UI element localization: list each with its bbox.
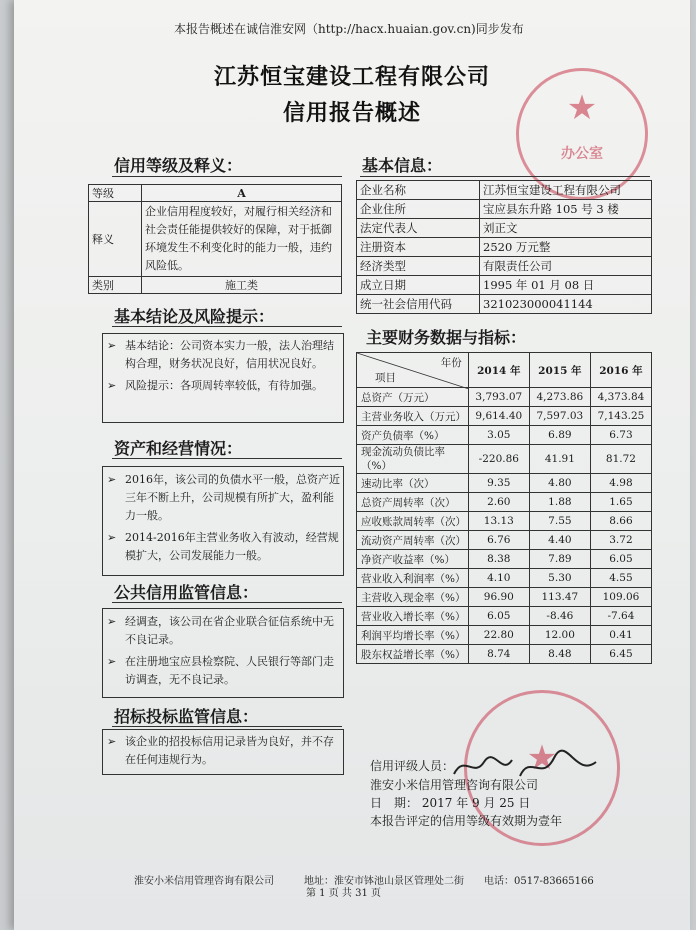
conclusion-text: 风险提示：各项周转率较低，有待加强。 (125, 379, 323, 392)
conclusion-box (102, 333, 344, 423)
financial-header-row (357, 353, 652, 388)
public-credit-item (103, 653, 343, 689)
operations-item (103, 471, 343, 525)
financial-value: 6.05 (468, 607, 529, 626)
financial-row (357, 407, 652, 426)
basic-info-key: 企业住所 (357, 200, 480, 219)
bidding-item (103, 733, 343, 769)
operations-box (102, 466, 344, 576)
financial-value: 3.05 (468, 426, 529, 445)
financial-value: 8.74 (468, 645, 529, 664)
footer-address: 地址：淮安市钵池山景区管理处二街 (304, 876, 464, 887)
rater-label: 信用评级人员： (370, 759, 455, 773)
financial-value: 4.98 (590, 474, 651, 493)
financial-row (357, 512, 652, 531)
financial-value: 4.40 (529, 531, 590, 550)
basic-info-row (357, 257, 652, 276)
header-item-label: 项目 (375, 372, 396, 384)
financial-metric-name: 资产负债率（%） (357, 426, 469, 445)
financial-value: 12.00 (529, 626, 590, 645)
basic-info-value: 2520 万元整 (480, 238, 652, 257)
basic-info-value: 江苏恒宝建设工程有限公司 (480, 181, 652, 200)
basic-info-value: 321023000041144 (480, 295, 652, 314)
arrow-bullet-icon: ➢ (107, 655, 117, 668)
financial-value: 4,273.86 (529, 388, 590, 407)
financial-value: 9,614.40 (468, 407, 529, 426)
financial-metric-name: 现金流动负债比率（%） (357, 445, 469, 474)
financial-row (357, 426, 652, 445)
financial-value: -7.64 (590, 607, 651, 626)
conclusion-text: 基本结论：公司资本实力一般，法人治理结构合理，财务状况良好，信用状况良好。 (125, 339, 334, 370)
financial-row (357, 388, 652, 407)
financial-value: 113.47 (529, 588, 590, 607)
meaning-row (89, 202, 342, 277)
arrow-bullet-icon: ➢ (107, 615, 117, 628)
year-header: 2016 年 (590, 353, 651, 388)
stamp-star-icon: ★ (526, 738, 558, 778)
financial-metric-name: 总资产周转率（次） (357, 493, 469, 512)
basic-info-row (357, 200, 652, 219)
financial-row (357, 493, 652, 512)
bidding-box (102, 729, 344, 775)
financial-value: 96.90 (468, 588, 529, 607)
financial-value: 81.72 (590, 445, 651, 474)
credit-grade-heading: 信用等级及释义： (114, 156, 243, 175)
meaning-text: 企业信用程度较好，对履行相关经济和社会责任能提供较好的保障，对于抵御环境发生不利变化时的能力一般，违约风险低。 (142, 202, 342, 277)
financial-value: 6.89 (529, 426, 590, 445)
financial-metric-name: 净资产收益率（%） (357, 550, 469, 569)
financial-value: 7,143.25 (590, 407, 651, 426)
category-label: 类别 (89, 277, 142, 294)
financial-value: 8.66 (590, 512, 651, 531)
financial-corner-cell (357, 353, 469, 388)
report-page (14, 0, 690, 930)
financial-value: 3.72 (590, 531, 651, 550)
conclusion-item (103, 337, 343, 373)
financial-value: 7.89 (529, 550, 590, 569)
date-label: 日 期： (370, 796, 419, 810)
footer-company: 淮安小米信用管理咨询有限公司 (134, 876, 274, 887)
financial-value: 1.88 (529, 493, 590, 512)
financial-row (357, 645, 652, 664)
financial-metric-name: 股东权益增长率（%） (357, 645, 469, 664)
report-title: 信用报告概述 (282, 100, 421, 126)
financial-value: -8.46 (529, 607, 590, 626)
divider (112, 176, 342, 177)
financial-row (357, 550, 652, 569)
financial-metric-name: 营业收入利润率（%） (357, 569, 469, 588)
financial-value: 6.45 (590, 645, 651, 664)
financial-value: 8.48 (529, 645, 590, 664)
financial-value: 22.80 (468, 626, 529, 645)
financial-metric-name: 应收账款周转率（次） (357, 512, 469, 531)
date-line (370, 794, 530, 811)
financial-value: 4.10 (468, 569, 529, 588)
grade-label: 等级 (89, 185, 142, 202)
divider (112, 326, 342, 327)
public-credit-text: 经调查，该公司在省企业联合征信系统中无不良记录。 (125, 615, 334, 646)
financial-row (357, 626, 652, 645)
grade-value: A (142, 185, 342, 202)
financial-value: -220.86 (468, 445, 529, 474)
basic-info-value: 宝应县东升路 105 号 3 楼 (480, 200, 652, 219)
financial-metric-name: 利润平均增长率（%） (357, 626, 469, 645)
footer-page: 第 1 页 共 31 页 (306, 888, 381, 899)
financial-row (357, 531, 652, 550)
basic-info-value: 刘正文 (480, 219, 652, 238)
divider (112, 602, 342, 603)
validity-note: 本报告评定的信用等级有效期为壹年 (370, 814, 563, 828)
financial-metric-name: 主营业务收入（万元） (357, 407, 469, 426)
public-credit-heading: 公共信用监管信息： (114, 583, 259, 602)
date-value: 2017 年 9 月 25 日 (421, 796, 531, 810)
grade-row (89, 185, 342, 202)
financial-metric-name: 总资产（万元） (357, 388, 469, 407)
public-credit-text: 在注册地宝应县检察院、人民银行等部门走访调查，无不良记录。 (125, 655, 334, 686)
financial-value: 6.76 (468, 531, 529, 550)
financial-value: 6.05 (590, 550, 651, 569)
agency-name: 淮安小米信用管理咨询有限公司 (370, 778, 539, 792)
category-value: 施工类 (142, 277, 342, 294)
basic-info-key: 经济类型 (357, 257, 480, 276)
arrow-bullet-icon: ➢ (107, 379, 117, 392)
operations-item (103, 529, 343, 565)
public-credit-item (103, 613, 343, 649)
financial-value: 3,793.07 (468, 388, 529, 407)
financial-value: 13.13 (468, 512, 529, 531)
stamp-center-text: 办公室 (561, 146, 603, 162)
basic-info-value: 有限责任公司 (480, 257, 652, 276)
bidding-heading: 招标投标监管信息： (114, 707, 259, 726)
category-row (89, 277, 342, 294)
financial-value: 109.06 (590, 588, 651, 607)
financial-row (357, 445, 652, 474)
basic-info-row (357, 238, 652, 257)
publish-note: 本报告概述在诚信淮安网（http://hacx.huaian.gov.cn)同步发布 (174, 22, 524, 36)
conclusion-heading: 基本结论及风险提示： (114, 307, 275, 326)
financial-table (356, 352, 652, 664)
financial-row (357, 588, 652, 607)
basic-info-value: 1995 年 01 月 08 日 (480, 276, 652, 295)
arrow-bullet-icon: ➢ (107, 531, 117, 544)
basic-info-row (357, 295, 652, 314)
conclusion-item (103, 377, 343, 395)
financial-metric-name: 营业收入增长率（%） (357, 607, 469, 626)
basic-info-key: 企业名称 (357, 181, 480, 200)
year-header: 2014 年 (468, 353, 529, 388)
basic-info-key: 成立日期 (357, 276, 480, 295)
financial-value: 7.55 (529, 512, 590, 531)
basic-info-key: 法定代表人 (357, 219, 480, 238)
public-credit-box (102, 608, 344, 698)
basic-info-key: 统一社会信用代码 (357, 295, 480, 314)
basic-info-row (357, 219, 652, 238)
financial-value: 6.73 (590, 426, 651, 445)
footer-phone: 电话：0517-83665166 (484, 876, 594, 887)
arrow-bullet-icon: ➢ (107, 473, 117, 486)
basic-info-table (356, 180, 652, 314)
divider (112, 726, 342, 727)
company-title: 江苏恒宝建设工程有限公司 (213, 64, 490, 90)
arrow-bullet-icon: ➢ (107, 339, 117, 352)
financial-value: 5.30 (529, 569, 590, 588)
operations-text: 2014-2016年主营业务收入有波动，经营规模扩大，公司发展能力一般。 (125, 531, 339, 562)
meaning-label: 释义 (89, 202, 142, 277)
credit-grade-table (88, 184, 342, 294)
basic-info-heading: 基本信息： (362, 156, 443, 175)
bidding-text: 该企业的招投标信用记录皆为良好，并不存在任何违规行为。 (125, 735, 334, 766)
financial-value: 4,373.84 (590, 388, 651, 407)
financial-metric-name: 流动资产周转率（次） (357, 531, 469, 550)
operations-heading: 资产和经营情况： (114, 439, 243, 458)
header-year-label: 年份 (440, 357, 462, 369)
divider (360, 176, 650, 177)
financial-value: 1.65 (590, 493, 651, 512)
financial-heading: 主要财务数据与指标： (366, 328, 527, 347)
financial-value: 9.35 (468, 474, 529, 493)
basic-info-row (357, 276, 652, 295)
basic-info-key: 注册资本 (357, 238, 480, 257)
financial-row (357, 607, 652, 626)
financial-value: 7,597.03 (529, 407, 590, 426)
stamp-star-icon: ★ (566, 88, 598, 128)
arrow-bullet-icon: ➢ (107, 735, 117, 748)
financial-row (357, 474, 652, 493)
financial-value: 0.41 (590, 626, 651, 645)
year-header: 2015 年 (529, 353, 590, 388)
divider (112, 458, 342, 459)
financial-row (357, 569, 652, 588)
operations-text: 2016年，该公司的负债水平一般，总资产近三年不断上升，公司规模有所扩大，盈利能力一般。 (125, 473, 340, 522)
financial-value: 8.38 (468, 550, 529, 569)
financial-metric-name: 速动比率（次） (357, 474, 469, 493)
financial-value: 2.60 (468, 493, 529, 512)
basic-info-row (357, 181, 652, 200)
financial-value: 4.55 (590, 569, 651, 588)
financial-value: 4.80 (529, 474, 590, 493)
financial-metric-name: 主营收入现金率（%） (357, 588, 469, 607)
financial-value: 41.91 (529, 445, 590, 474)
